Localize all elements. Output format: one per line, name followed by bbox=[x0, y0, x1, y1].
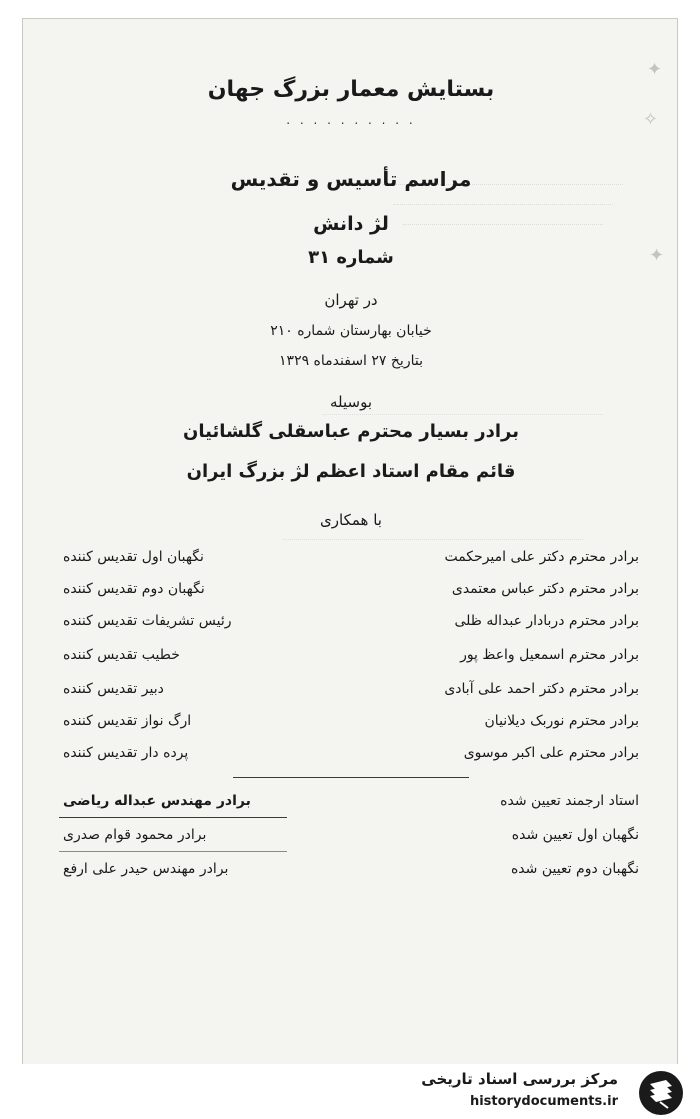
appointment-role: نگهبان اول تعیین شده bbox=[511, 827, 639, 843]
officer-name: برادر محترم دکتر احمد علی آبادی bbox=[444, 681, 639, 697]
margin-mark: ✦ bbox=[647, 59, 663, 80]
officer-name: برادر محترم دربادار عبداله ظلی bbox=[454, 613, 639, 629]
officer-name: برادر محترم اسمعیل واعظ پور bbox=[460, 647, 639, 663]
archive-logo-icon bbox=[636, 1068, 686, 1118]
ceremony-title: مراسم تأسیس و تقدیس bbox=[230, 167, 472, 191]
name-underline bbox=[59, 817, 287, 818]
appointment-row bbox=[63, 793, 639, 819]
officer-row bbox=[63, 713, 639, 739]
officer-role: دبیر تقدیس کننده bbox=[63, 681, 164, 697]
appointment-role: نگهبان دوم تعیین شده bbox=[510, 861, 639, 877]
officiant-name: برادر بسیار محترم عباسقلی گلشائیان bbox=[183, 421, 519, 442]
officiant-title: قائم مقام استاد اعظم لژ بزرگ ایران bbox=[186, 461, 516, 482]
by-label: بوسیله bbox=[329, 393, 373, 411]
ceremony-date: بتاریخ ۲۷ اسفندماه ۱۳۲۹ bbox=[279, 353, 423, 369]
location-label: در تهران bbox=[324, 291, 378, 309]
officer-row bbox=[63, 745, 639, 771]
street-address: خیابان بهارستان شماره ۲۱۰ bbox=[270, 323, 432, 339]
lodge-name: لژ دانش bbox=[313, 213, 389, 235]
appointment-name: برادر مهندس حیدر علی ارفع bbox=[63, 861, 229, 877]
officer-row bbox=[63, 681, 639, 707]
lodge-number: شماره ۳۱ bbox=[308, 247, 394, 268]
officer-role: ارگ نواز تقدیس کننده bbox=[63, 713, 192, 729]
officer-row bbox=[63, 647, 639, 673]
appointment-name: برادر مهندس عبداله ریاضی bbox=[63, 793, 251, 809]
archive-name: مرکز بررسی اسناد تاریخی bbox=[421, 1070, 618, 1088]
collaboration-label: با همکاری bbox=[320, 511, 382, 529]
officer-role: نگهبان دوم تقدیس کننده bbox=[63, 581, 205, 597]
blessing-heading: بستایش معمار بزرگ جهان bbox=[207, 77, 495, 102]
appointment-role: استاد ارجمند تعیین شده bbox=[500, 793, 639, 809]
document-page bbox=[22, 18, 678, 1103]
margin-mark: ✦ bbox=[649, 245, 665, 266]
officer-name: برادر محترم نوربک دیلانیان bbox=[484, 713, 639, 729]
appointment-row bbox=[63, 827, 639, 853]
officer-name: برادر محترم دکتر عباس معتمدی bbox=[451, 581, 639, 597]
officer-name: برادر محترم علی اکبر موسوی bbox=[463, 745, 639, 761]
officer-row bbox=[63, 549, 639, 575]
officer-role: رئیس تشریفات تقدیس کننده bbox=[63, 613, 232, 629]
officer-role: خطیب تقدیس کننده bbox=[63, 647, 180, 663]
appointment-row bbox=[63, 861, 639, 887]
officer-role: نگهبان اول تقدیس کننده bbox=[63, 549, 204, 565]
heading-ornament: . . . . . . . . . . bbox=[286, 113, 416, 127]
officer-role: پرده دار تقدیس کننده bbox=[63, 745, 189, 761]
section-divider bbox=[233, 777, 469, 778]
officer-name: برادر محترم دکتر علی امیرحکمت bbox=[444, 549, 639, 565]
name-underline bbox=[59, 851, 287, 852]
officer-row bbox=[63, 581, 639, 607]
officer-row bbox=[63, 613, 639, 639]
appointment-name: برادر محمود قوام صدری bbox=[63, 827, 207, 843]
margin-mark: ✧ bbox=[643, 109, 659, 130]
archive-url[interactable]: historydocuments.ir bbox=[469, 1094, 618, 1109]
archive-footer bbox=[0, 1064, 700, 1119]
